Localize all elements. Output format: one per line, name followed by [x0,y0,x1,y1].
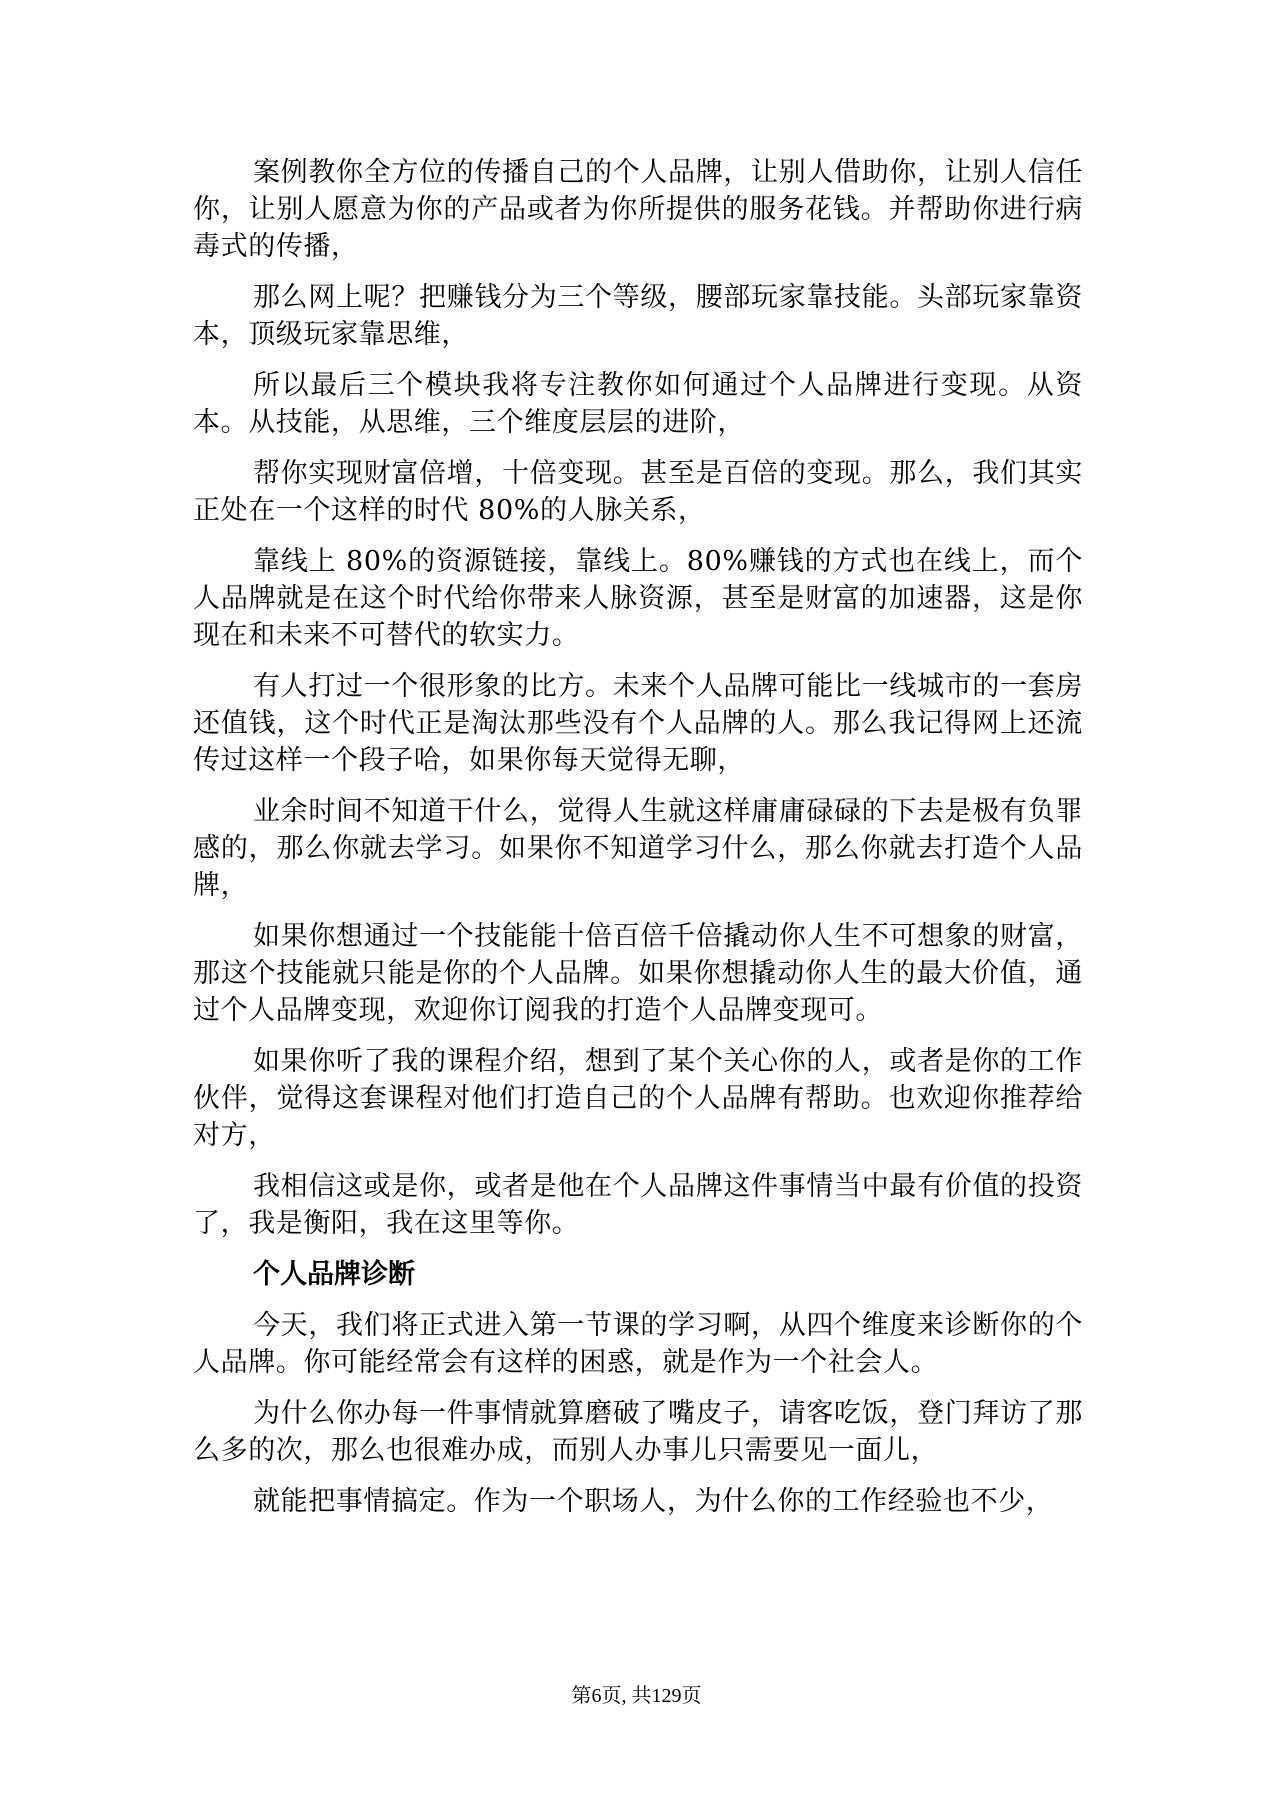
document-body [193,154,1083,1534]
paragraph: 我相信这或是你，或者是他在个人品牌这件事情当中最有价值的投资了，我是衡阳，我在这里等你。 [193,1171,1083,1239]
paragraph: 如果你想通过一个技能能十倍百倍千倍撬动你人生不可想象的财富，那这个技能就只能是你的个人品牌。如果你想撬动你人生的最大价值，通过个人品牌变现，欢迎你订阅我的打造个人品牌变现可。 [193,921,1083,1026]
paragraph: 如果你听了我的课程介绍，想到了某个关心你的人，或者是你的工作伙伴，觉得这套课程对他们打造自己的个人品牌有帮助。也欢迎你推荐给对方， [193,1046,1083,1151]
paragraph: 就能把事情搞定。作为一个职场人，为什么你的工作经验也不少， [253,1486,1054,1517]
paragraph: 案例教你全方位的传播自己的个人品牌，让别人借助你，让别人信任你，让别人愿意为你的产品或者为你所提供的服务花钱。并帮助你进行病毒式的传播， [193,157,1083,262]
paragraph: 那么网上呢？把赚钱分为三个等级，腰部玩家靠技能。头部玩家靠资本，顶级玩家靠思维， [193,282,1083,350]
paragraph: 业余时间不知道干什么，觉得人生就这样庸庸碌碌的下去是极有负罪感的，那么你就去学习。如果你不知道学习什么，那么你就去打造个人品牌， [193,796,1083,901]
page-number: 第6页, 共129页 [571,1685,702,1707]
section-heading: 个人品牌诊断 [253,1259,415,1290]
paragraph: 今天，我们将正式进入第一节课的学习啊，从四个维度来诊断你的个人品牌。你可能经常会有这样的困惑，就是作为一个社会人。 [193,1310,1083,1378]
paragraph: 靠线上 80%的资源链接，靠线上。80%赚钱的方式也在线上，而个人品牌就是在这个时代给你带来人脉资源，甚至是财富的加速器，这是你现在和未来不可替代的软实力。 [193,546,1083,651]
paragraph: 所以最后三个模块我将专注教你如何通过个人品牌进行变现。从资本。从技能，从思维，三个维度层层的进阶， [193,370,1083,438]
paragraph: 帮你实现财富倍增，十倍变现。甚至是百倍的变现。那么，我们其实正处在一个这样的时代 80%的人脉关系， [193,458,1083,526]
paragraph: 有人打过一个很形象的比方。未来个人品牌可能比一线城市的一套房还值钱，这个时代正是淘汰那些没有个人品牌的人。那么我记得网上还流传过这样一个段子哈，如果你每天觉得无聊， [193,671,1083,776]
paragraph: 为什么你办每一件事情就算磨破了嘴皮子，请客吃饭，登门拜访了那么多的次，那么也很难办成，而别人办事儿只需要见一面儿， [193,1398,1083,1466]
